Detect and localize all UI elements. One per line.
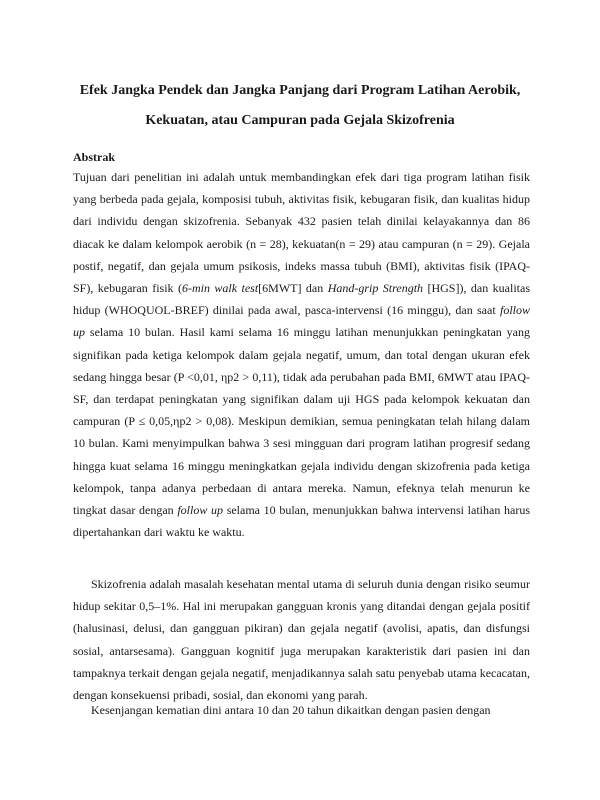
abstract-italic-term: follow up <box>177 503 224 518</box>
document-title <box>40 76 560 136</box>
abstract-text-part: [HGS]), dan kualitas hidup (WHOQUOL-BREF) dinilai pada awal, pasca-intervensi (16 minggu), dan saat <box>73 281 530 318</box>
abstract-text <box>73 166 530 543</box>
abstract-italic-term: follow up <box>73 303 530 340</box>
abstract-italic-term: 6-min walk test <box>181 281 259 296</box>
abstract-text-part: selama 10 bulan. Hasil kami selama 16 minggu latihan menunjukkan peningkatan yang signifikan pada ketiga kelompok dalam gejala negatif, umum, dan total dengan ukuran efek sedang hingga besar (P <0,01, ηp2 > 0,11), tidak ada perubahan pada BMI, 6MWT atau IPAQ-SF, dan terdapat peningkatan yang signifikan dalam uji HGS pada kelompok kekuatan dan campuran (P ≤ 0,05,ηp2 > 0,08). Meskipun demikian, semua peningkatan telah hilang dalam 10 bulan. Kami menyimpulkan bahwa 3 sesi mingguan dari program latihan progresif sedang hingga kuat selama 16 minggu meningkatkan gejala individu dengan skizofrenia pada ketiga kelompok, tanpa adanya perbedaan di antara mereka. Namun, efeknya telah menurun ke tingkat dasar dengan <box>73 325 530 518</box>
title-line-1: Efek Jangka Pendek dan Jangka Panjang dari Program Latihan Aerobik, <box>79 83 521 98</box>
title-line-2: Kekuatan, atau Campuran pada Gejala Skizofrenia <box>145 113 455 128</box>
abstract-text-part: Tujuan dari penelitian ini adalah untuk membandingkan efek dari tiga program latihan fisik yang berbeda pada gejala, komposisi tubuh, aktivitas fisik, kebugaran fisik, dan kualitas hidup dari individu dengan skizofrenia. Sebanyak 432 pasien telah dinilai kelayakannya dan 86 diacak ke dalam kelompok aerobik (n = 28), kekuatan(n = 29) atau campuran (n = 29). Gejala postif, negatif, dan gejala umum psikosis, indeks massa tubuh (BMI), aktivitas fisik (IPAQ-SF), kebugaran fisik ( <box>73 170 530 296</box>
body-paragraph-1 <box>73 573 530 706</box>
abstract-text-part: [6MWT] dan <box>258 281 328 296</box>
abstract-heading: Abstrak <box>73 150 116 164</box>
abstract-italic-term: Hand-grip Strength <box>327 281 424 296</box>
abstract-text-part: selama 10 bulan, menunjukkan bahwa intervensi latihan harus dipertahankan dari waktu ke waktu. <box>73 503 530 540</box>
paragraph-text: Skizofrenia adalah masalah kesehatan mental utama di seluruh dunia dengan risiko seumur hidup sekitar 0,5–1%. Hal ini merupakan gangguan kronis yang ditandai dengan gejala positif (halusinasi, delusi, dan gangguan pikiran) dan gejala negatif (avolisi, apatis, dan disfungsi sosial, antarsesama). Gangguan kognitif juga merupakan karakteristik dari pasien ini dan tampaknya terkait dengan gejala negatif, menjadikannya salah satu penyebab utama kecacatan, dengan konsekuensi pribadi, sosial, dan ekonomi yang parah. <box>73 577 530 703</box>
body-paragraph-2: Kesenjangan kematian dini antara 10 dan 20 tahun dikaitkan dengan pasien dengan <box>91 703 491 717</box>
